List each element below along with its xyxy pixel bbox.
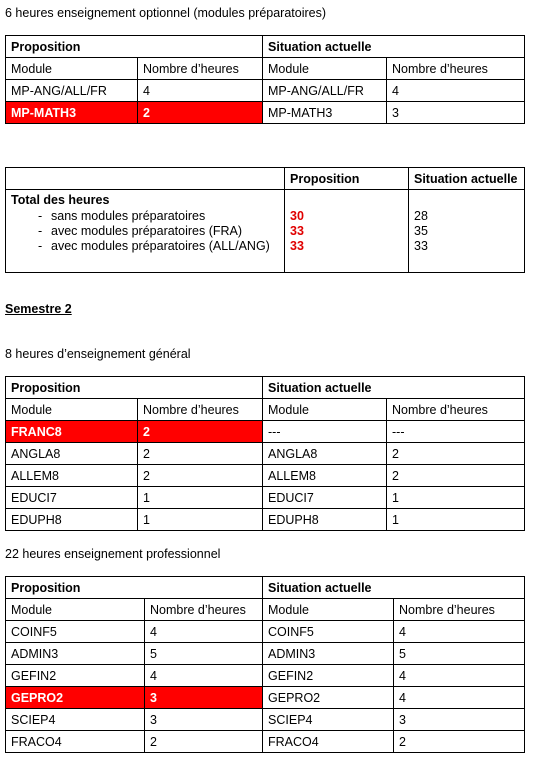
cell-module: ADMIN3 xyxy=(6,643,145,665)
cell-module: MP-MATH3 xyxy=(263,102,387,124)
table-row xyxy=(6,687,525,709)
cell-module: MP-ANG/ALL/FR xyxy=(6,80,138,102)
professional-education-table xyxy=(5,576,525,753)
cell-module: GEFIN2 xyxy=(6,665,145,687)
cell-module: MP-ANG/ALL/FR xyxy=(263,80,387,102)
cell-hours: 1 xyxy=(138,487,263,509)
header-situation: Situation actuelle xyxy=(263,577,525,599)
col-module: Module xyxy=(6,399,138,421)
general-education-table xyxy=(5,376,525,531)
totals-proposition-values xyxy=(285,190,409,273)
header-proposition: Proposition xyxy=(6,377,263,399)
totals-labels xyxy=(6,190,285,273)
cell-hours: 4 xyxy=(145,665,263,687)
cell-hours: 1 xyxy=(387,487,525,509)
cell-hours: --- xyxy=(387,421,525,443)
cell-hours: 4 xyxy=(394,621,525,643)
header-proposition: Proposition xyxy=(6,36,263,58)
value-red: 30 xyxy=(290,209,304,223)
section2-title: 8 heures d’enseignement général xyxy=(5,347,191,361)
table-row xyxy=(6,731,525,753)
cell-module: ANGLA8 xyxy=(263,443,387,465)
cell-hours: 1 xyxy=(138,509,263,531)
cell-hours: 3 xyxy=(394,709,525,731)
cell-module: GEFIN2 xyxy=(263,665,394,687)
cell-hours-highlighted: 3 xyxy=(145,687,263,709)
header-proposition: Proposition xyxy=(6,577,263,599)
cell-module: FRACO4 xyxy=(263,731,394,753)
cell-module: FRACO4 xyxy=(6,731,145,753)
cell-hours: 5 xyxy=(394,643,525,665)
list-item: - avec modules préparatoires (FRA) xyxy=(38,224,243,238)
table-row xyxy=(6,421,525,443)
cell-hours: 2 xyxy=(145,731,263,753)
cell-hours: 2 xyxy=(387,443,525,465)
cell-hours: 1 xyxy=(387,509,525,531)
cell-hours: 2 xyxy=(387,465,525,487)
table-row xyxy=(6,80,525,102)
cell-module: ADMIN3 xyxy=(263,643,394,665)
col-hours: Nombre d’heures xyxy=(387,399,525,421)
col-module: Module xyxy=(6,599,145,621)
cell-module: COINF5 xyxy=(263,621,394,643)
cell-hours: 4 xyxy=(394,687,525,709)
col-hours: Nombre d’heures xyxy=(138,399,263,421)
cell-hours: 5 xyxy=(145,643,263,665)
table-row xyxy=(6,621,525,643)
col-hours: Nombre d’heures xyxy=(138,58,263,80)
value: 28 xyxy=(414,209,428,223)
totals-empty-header xyxy=(6,168,285,190)
table-row xyxy=(6,665,525,687)
section3-title: 22 heures enseignement professionnel xyxy=(5,547,221,561)
cell-module: --- xyxy=(263,421,387,443)
totals-header-situation: Situation actuelle xyxy=(409,168,525,190)
cell-hours: 2 xyxy=(138,465,263,487)
list-item: - sans modules préparatoires xyxy=(38,209,206,223)
cell-hours: 2 xyxy=(138,443,263,465)
cell-hours: 3 xyxy=(145,709,263,731)
cell-module: SCIEP4 xyxy=(263,709,394,731)
col-module: Module xyxy=(263,58,387,80)
cell-module: EDUCI7 xyxy=(6,487,138,509)
cell-hours: 4 xyxy=(394,665,525,687)
cell-module: SCIEP4 xyxy=(6,709,145,731)
header-situation: Situation actuelle xyxy=(263,36,525,58)
cell-module-highlighted: FRANC8 xyxy=(6,421,138,443)
value: 33 xyxy=(414,239,428,253)
cell-module: EDUPH8 xyxy=(263,509,387,531)
cell-module: ALLEM8 xyxy=(263,465,387,487)
cell-hours: 4 xyxy=(145,621,263,643)
totals-table xyxy=(5,167,525,273)
table-row xyxy=(6,709,525,731)
table-row xyxy=(6,465,525,487)
cell-hours: 3 xyxy=(387,102,525,124)
list-item: - avec modules préparatoires (ALL/ANG) xyxy=(38,239,270,253)
col-module: Module xyxy=(6,58,138,80)
totals-label: Total des heures xyxy=(11,193,110,207)
cell-hours: 4 xyxy=(138,80,263,102)
col-hours: Nombre d’heures xyxy=(387,58,525,80)
value-red: 33 xyxy=(290,239,304,253)
cell-module: ANGLA8 xyxy=(6,443,138,465)
col-hours: Nombre d’heures xyxy=(145,599,263,621)
totals-header-proposition: Proposition xyxy=(285,168,409,190)
table-row xyxy=(6,487,525,509)
cell-hours-highlighted: 2 xyxy=(138,421,263,443)
table-row xyxy=(6,102,525,124)
table-row xyxy=(6,443,525,465)
cell-module: EDUCI7 xyxy=(263,487,387,509)
cell-module-highlighted: GEPRO2 xyxy=(6,687,145,709)
col-module: Module xyxy=(263,399,387,421)
value-red: 33 xyxy=(290,224,304,238)
cell-hours-highlighted: 2 xyxy=(138,102,263,124)
col-module: Module xyxy=(263,599,394,621)
totals-situation-values xyxy=(409,190,525,273)
value: 35 xyxy=(414,224,428,238)
cell-module: EDUPH8 xyxy=(6,509,138,531)
cell-module-highlighted: MP-MATH3 xyxy=(6,102,138,124)
optional-modules-table xyxy=(5,35,525,124)
cell-module: ALLEM8 xyxy=(6,465,138,487)
section1-title: 6 heures enseignement optionnel (modules préparatoires) xyxy=(5,6,327,20)
cell-hours: 2 xyxy=(394,731,525,753)
cell-hours: 4 xyxy=(387,80,525,102)
semester-title: Semestre 2 xyxy=(5,302,72,316)
header-situation: Situation actuelle xyxy=(263,377,525,399)
table-row xyxy=(6,509,525,531)
cell-module: COINF5 xyxy=(6,621,145,643)
col-hours: Nombre d’heures xyxy=(394,599,525,621)
cell-module: GEPRO2 xyxy=(263,687,394,709)
table-row xyxy=(6,643,525,665)
